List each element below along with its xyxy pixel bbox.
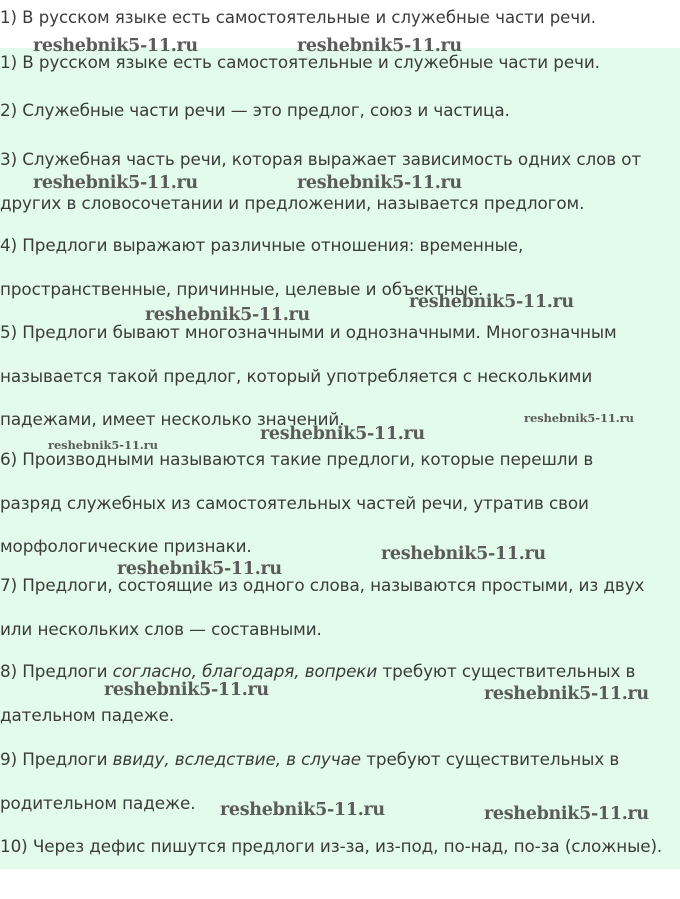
watermark: reshebnik5-11.ru: [220, 800, 385, 820]
watermark: reshebnik5-11.ru: [297, 36, 462, 56]
heading-line: 1) В русском языке есть самостоятельные и служебные части речи.: [0, 8, 597, 27]
rule-5: 5) Предлоги бывают многозначными и однозначными. Многозначным называется такой предлог, который употребляется с несколькими падежами, имеет несколько значений.: [0, 322, 617, 429]
watermark: reshebnik5-11.ru: [409, 292, 574, 312]
rule-10: 10) Через дефис пишутся предлоги из-за, из-под, по-над, по-за (сложные).: [0, 836, 663, 856]
prepositions-italic: ввиду, вследствие, в случае: [112, 749, 361, 769]
watermark: reshebnik5-11.ru: [381, 544, 546, 564]
watermark: reshebnik5-11.ru: [48, 438, 158, 452]
rule-1: 1) В русском языке есть самостоятельные и служебные части речи.: [0, 52, 600, 72]
watermark: reshebnik5-11.ru: [484, 804, 649, 824]
rule-6: 6) Производными называются такие предлоги, которые перешли в разряд служебных из самостоятельных частей речи, утратив свои морфологические признаки.: [0, 449, 594, 556]
watermark: reshebnik5-11.ru: [260, 424, 425, 444]
watermark: reshebnik5-11.ru: [104, 680, 269, 700]
watermark: reshebnik5-11.ru: [117, 559, 282, 579]
rule-3: 3) Служебная часть речи, которая выражает зависимость одних слов от других в словосочетании и предложении, называется предлогом.: [0, 149, 642, 213]
prepositions-italic: согласно, благодаря, вопреки: [112, 661, 378, 681]
rule-8: 8) Предлоги согласно, благодаря, вопреки требуют существительных в дательном падеже.: [0, 661, 636, 725]
watermark: reshebnik5-11.ru: [33, 36, 198, 56]
rule-9: 9) Предлоги ввиду, вследствие, в случае требуют существительных в родительном падеже.: [0, 749, 620, 813]
content-panel: [0, 48, 680, 869]
watermark: reshebnik5-11.ru: [145, 305, 310, 325]
watermark: reshebnik5-11.ru: [524, 411, 634, 425]
watermark: reshebnik5-11.ru: [297, 173, 462, 193]
rule-7: 7) Предлоги, состоящие из одного слова, называются простыми, из двух или нескольких слов — составными.: [0, 575, 645, 639]
watermark: reshebnik5-11.ru: [484, 684, 649, 704]
watermark: reshebnik5-11.ru: [33, 173, 198, 193]
rule-2: 2) Служебные части речи — это предлог, союз и частица.: [0, 100, 510, 120]
rule-4: 4) Предлоги выражают различные отношения: временные, пространственные, причинные, целевые и объектные.: [0, 235, 524, 299]
